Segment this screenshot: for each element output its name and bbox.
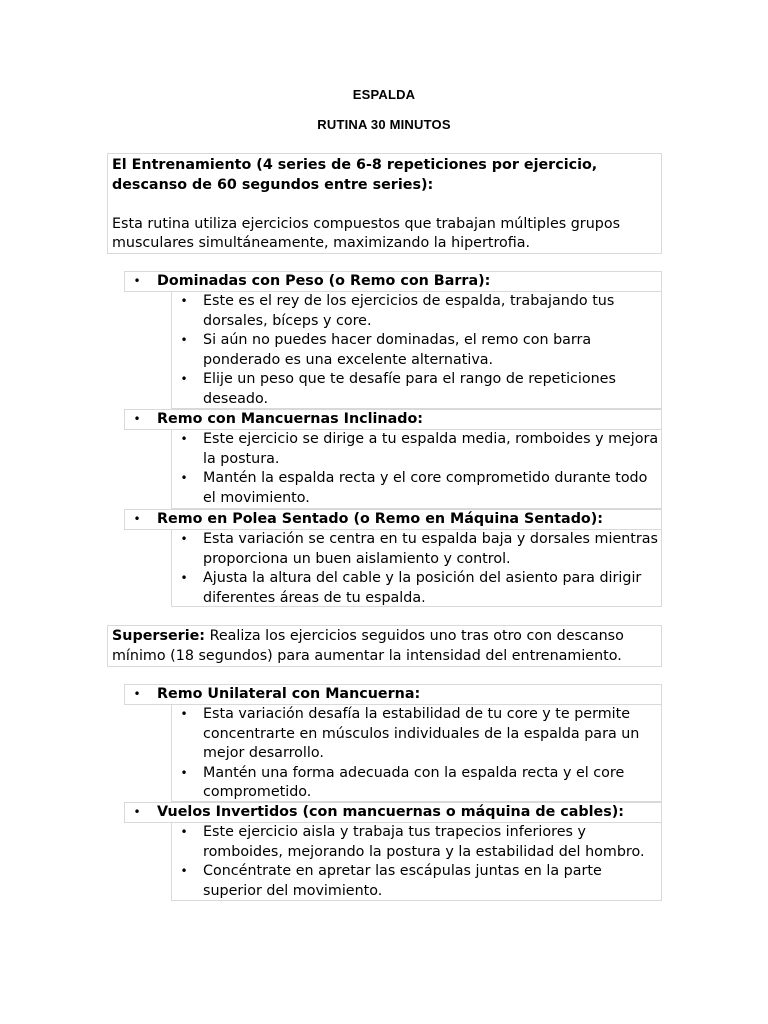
bullet-icon: • (180, 532, 188, 546)
list-item-text: Este ejercicio se dirige a tu espalda media, romboides y mejora la postura. (203, 431, 659, 467)
intro-heading: El Entrenamiento (4 series de 6-8 repeticiones por ejercicio, descanso de 60 segundos entre series): (112, 157, 598, 193)
exercise-details (171, 705, 662, 802)
exercise-title: Remo en Polea Sentado (o Remo en Máquina Sentado): (157, 511, 604, 527)
list-item-text: Elije un peso que te desafíe para el rango de repeticiones deseado. (203, 371, 616, 407)
list-item-text: Mantén la espalda recta y el core comprometido durante todo el movimiento. (203, 470, 648, 506)
bullet-icon: • (133, 512, 141, 526)
list-item-text: Este ejercicio aisla y trabaja tus trapecios inferiores y romboides, mejorando la postura y la estabilidad del hombro. (203, 824, 645, 860)
exercise-title: Remo con Mancuernas Inclinado: (157, 411, 423, 427)
exercise-row (124, 684, 662, 705)
bullet-icon: • (180, 294, 188, 308)
list-item-text: Esta variación se centra en tu espalda baja y dorsales mientras proporciona un buen aislamiento y control. (203, 531, 658, 567)
bullet-icon: • (133, 274, 141, 288)
list-item (172, 705, 661, 764)
exercise-row (124, 271, 662, 292)
list-item-text: Ajusta la altura del cable y la posición del asiento para dirigir diferentes áreas de tu espalda. (203, 570, 642, 606)
bullet-icon: • (180, 571, 188, 585)
bullet-icon: • (133, 805, 141, 819)
bullet-icon: • (133, 412, 141, 426)
bullet-icon: • (180, 707, 188, 721)
exercise-details (171, 823, 662, 901)
superserie-paragraph (112, 627, 657, 666)
list-item-text: Este es el rey de los ejercicios de espalda, trabajando tus dorsales, bíceps y core. (203, 293, 615, 329)
superserie-text: Realiza los ejercicios seguidos uno tras otro con descanso mínimo (18 segundos) para aumentar la intensidad del entrenamiento. (112, 628, 624, 664)
list-item (172, 469, 661, 508)
superserie-label: Superserie: (112, 628, 206, 644)
bullet-icon: • (180, 864, 188, 878)
list-item-text: Mantén una forma adecuada con la espalda recta y el core comprometido. (203, 764, 625, 800)
exercise-details (171, 430, 662, 509)
intro-box (107, 153, 662, 254)
bullet-icon: • (133, 687, 141, 701)
exercise-details (171, 530, 662, 607)
page-subtitle: RUTINA 30 MINUTOS (317, 117, 451, 132)
list-item (172, 292, 661, 331)
list-item (172, 823, 661, 862)
list-item (172, 862, 661, 901)
bullet-icon: • (180, 372, 188, 386)
bullet-icon: • (180, 333, 188, 347)
bullet-icon: • (180, 471, 188, 485)
list-item (172, 569, 661, 608)
bullet-icon: • (180, 765, 188, 780)
intro-text: Esta rutina utiliza ejercicios compuestos que trabajan múltiples grupos musculares simultáneamente, maximizando la hipertrofia. (112, 215, 621, 251)
exercise-details (171, 292, 662, 409)
list-item-text: Esta variación desafía la estabilidad de tu core y te permite concentrarte en músculos individuales de la espalda para un mejor desarrollo. (203, 706, 640, 761)
superserie-box (107, 625, 662, 667)
list-item (172, 370, 661, 409)
bullet-icon: • (180, 432, 188, 446)
bullet-icon: • (180, 825, 188, 839)
list-item-text: Concéntrate en apretar las escápulas juntas en la parte superior del movimiento. (203, 863, 602, 899)
list-item (172, 430, 661, 469)
exercise-row (124, 509, 662, 530)
list-item (172, 331, 661, 370)
list-item-text: Si aún no puedes hacer dominadas, el remo con barra ponderado es una excelente alternativa. (203, 332, 592, 368)
exercise-row (124, 802, 662, 823)
exercise-row (124, 409, 662, 430)
list-item (172, 764, 661, 803)
page-title: ESPALDA (352, 87, 416, 102)
list-item (172, 530, 661, 569)
exercise-title: Vuelos Invertidos (con mancuernas o máquina de cables): (157, 804, 624, 820)
exercise-title: Remo Unilateral con Mancuerna: (157, 686, 421, 702)
exercise-title: Dominadas con Peso (o Remo con Barra): (157, 273, 491, 289)
